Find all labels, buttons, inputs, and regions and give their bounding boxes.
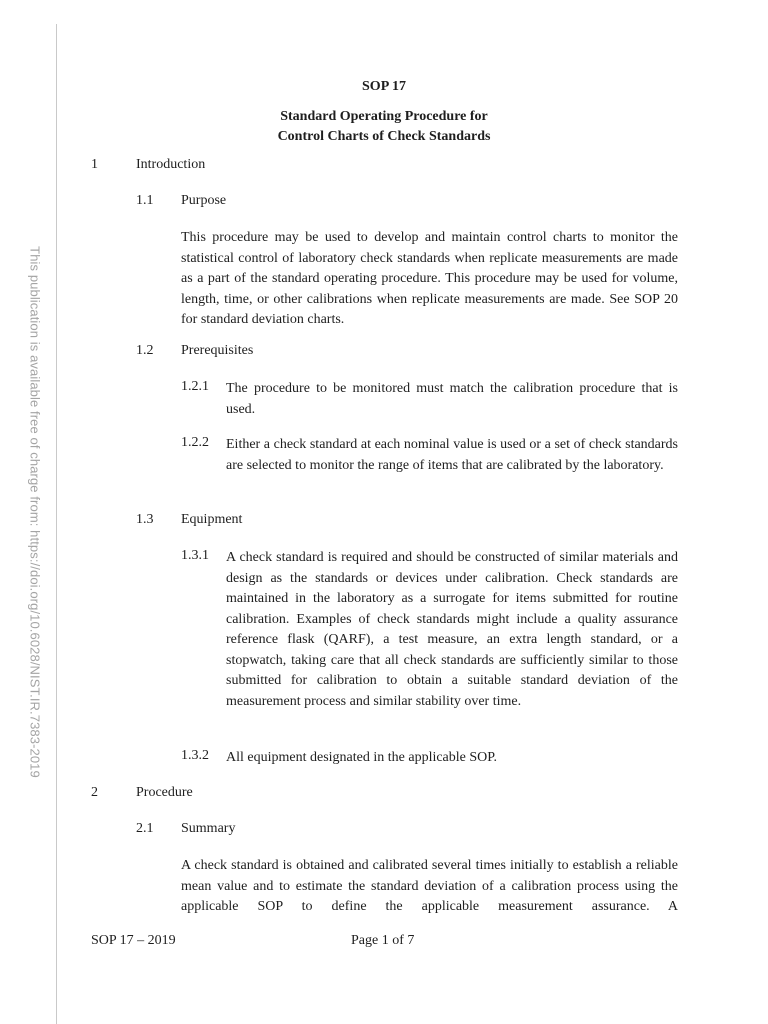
- section-2-heading: Procedure: [136, 785, 193, 800]
- section-2-1-number: 2.1: [136, 821, 154, 836]
- section-1-number: 1: [91, 157, 98, 172]
- section-1-3-2-text: All equipment designated in the applicable SOP.: [226, 750, 498, 765]
- section-1-2-1-number: 1.2.1: [181, 379, 209, 394]
- section-1-1-number: 1.1: [136, 193, 154, 208]
- section-1-3-number: 1.3: [136, 512, 154, 527]
- section-1-2-2-text: Either a check standard at each nominal value is used or a set of check standards are selected to monitor the range of items that are calibrated by the laboratory.: [226, 437, 678, 473]
- section-2-1-text: A check standard is obtained and calibrated several times initially to establish a reliable mean value and to estimate the standard deviation of a calibration process using the applicable SOP to define the applicable measurement assurance. A: [181, 858, 678, 914]
- section-1-2-1-text: The procedure to be monitored must match the calibration procedure that is used.: [226, 381, 678, 417]
- title-line-1: Standard Operating Procedure for: [280, 109, 488, 124]
- margin-line: [56, 24, 57, 1024]
- section-2-1-heading: Summary: [181, 821, 236, 836]
- section-1-heading: Introduction: [136, 157, 206, 172]
- section-1-1-text: This procedure may be used to develop and maintain control charts to monitor the statistical control of laboratory check standards when replicate measurements are made as a part of the standard operating procedure. This procedure may be used for volume, length, time, or other calibrations when replicate measurements are made. See SOP 20 for standard deviation charts.: [181, 230, 678, 327]
- section-1-3-1-number: 1.3.1: [181, 548, 209, 563]
- title-line-2: Control Charts of Check Standards: [277, 129, 491, 144]
- footer-document-id: SOP 17 – 2019: [91, 933, 176, 948]
- section-1-1-heading: Purpose: [181, 193, 227, 208]
- section-1-2-2-number: 1.2.2: [181, 435, 209, 450]
- footer-page-number: Page 1 of 7: [351, 933, 415, 948]
- section-1-2-heading: Prerequisites: [181, 343, 254, 358]
- sop-number: SOP 17: [362, 79, 406, 94]
- section-1-3-2-number: 1.3.2: [181, 748, 209, 763]
- section-2-number: 2: [91, 785, 98, 800]
- availability-notice: This publication is available free of charge from: https://doi.org/10.6028/NIST.IR.7383-2019: [27, 246, 43, 778]
- section-1-2-number: 1.2: [136, 343, 154, 358]
- section-1-3-heading: Equipment: [181, 512, 243, 527]
- section-1-3-1-text: A check standard is required and should be constructed of similar materials and design as the standards or devices under calibration. Check standards are maintained in the laboratory as a surrogate for items submitted for routine calibration. Examples of check standards might include a quality assurance reference flask (QARF), a test measure, an extra length standard, or a stopwatch, taking care that all check standards are sufficiently similar to those submitted for calibration to obtain a suitable standard deviation of the measurement process and similar stability over time.: [226, 550, 678, 709]
